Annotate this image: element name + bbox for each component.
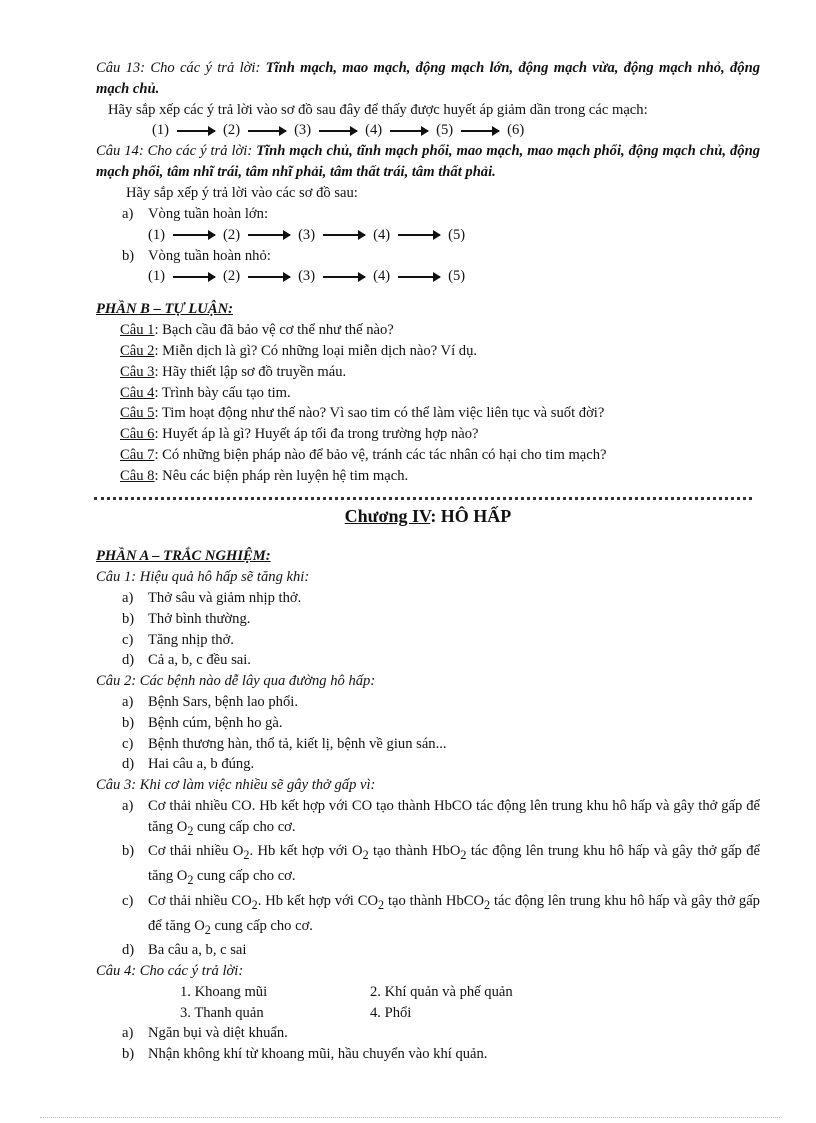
q4-answer-item: 3. Thanh quản: [180, 1004, 264, 1021]
answer-option-text: Tăng nhịp thở.: [148, 631, 234, 648]
answer-option: b) Cơ thải nhiều $O_2$. Hb kết hợp với $O_2$ tạo thành HbO$_2$ tác động lên trung khu hô hấp và gây thở gấp để tăng $O_2$ cung cấp cho cơ.: [96, 841, 760, 890]
arrow-right-icon: [173, 234, 215, 236]
chapter-title: Chương IV: HÔ HẤP: [344, 505, 512, 526]
question-14-answers: Tĩnh mạch chủ, tĩnh mạch phổi, mao mạch, mao mạch phổi, động mạch chủ, động mạch phổi, tâm nhĩ trái, tâm nhĩ phải, tâm thất trái, tâm thất phải.: [96, 143, 760, 181]
flow-node: (4): [373, 226, 391, 243]
document-page: [96, 58, 760, 1065]
question-14-instruction: Hãy sắp xếp ý trả lời vào các sơ đồ sau:: [126, 184, 358, 201]
arrow-right-icon: [177, 130, 215, 132]
arrow-right-icon: [248, 234, 290, 236]
essay-question: Câu 8: Nêu các biện pháp rèn luyện hệ tim mạch.: [120, 467, 409, 484]
essay-question: Câu 4: Trình bày cấu tạo tim.: [120, 384, 291, 401]
flow-node: (4): [373, 268, 391, 285]
answer-option: d) Ba câu a, b, c sai: [96, 940, 760, 961]
answer-option: c) Cơ thải nhiều $CO_2$. Hb kết hợp với $CO_2$ tạo thành HbCO$_2$ tác động lên trung khu hô hấp và gây thở gấp để tăng $O_2$ cung cấp cho cơ.: [96, 891, 760, 940]
question-4-title: Câu 4: Cho các ý trả lời:: [96, 963, 244, 980]
flow-node: (5): [448, 268, 466, 285]
q4-answer-item: 2. Khí quản và phế quản: [370, 983, 513, 1000]
question-13-flow: [96, 120, 760, 141]
arrow-right-icon: [390, 130, 428, 132]
answer-option: a) Cơ thải nhiều CO. Hb kết hợp với CO tạo thành HbCO tác động lên trung khu hô hấp và gây thở gấp để tăng $O_2$ cung cấp cho cơ.: [96, 796, 760, 842]
flow-node: (2): [223, 226, 241, 243]
answer-option-text: Ngăn bụi và diệt khuẩn.: [148, 1025, 288, 1042]
answer-option: c) Tăng nhịp thở.: [96, 630, 760, 651]
arrow-right-icon: [173, 276, 215, 278]
flow-node: (3): [298, 268, 316, 285]
essay-question: Câu 3: Hãy thiết lập sơ đồ truyền máu.: [120, 363, 347, 380]
q4-answer-item: 1. Khoang mũi: [180, 983, 268, 1000]
question-14: [96, 141, 760, 183]
multiple-choice-list: [96, 567, 760, 961]
answer-option-text: Bệnh thương hàn, thổ tả, kiết lị, bệnh về giun sán...: [148, 735, 447, 752]
arrow-right-icon: [248, 130, 286, 132]
answer-option: c) Bệnh thương hàn, thổ tả, kiết lị, bệnh về giun sán...: [96, 734, 760, 755]
question-13-answers: Tĩnh mạch, mao mạch, động mạch lớn, động mạch vừa, động mạch nhỏ, động mạch chủ.: [96, 60, 760, 97]
question-14-label: Câu 14: Cho các ý trả lời:: [96, 143, 253, 160]
footer-divider: [40, 1117, 780, 1118]
flow-node: (3): [298, 226, 316, 243]
flow-node: (4): [365, 122, 383, 139]
answer-option: b) Nhận không khí từ khoang mũi, hầu chuyển vào khí quản.: [96, 1044, 760, 1065]
q4-answer-item: 4. Phổi: [370, 1004, 412, 1021]
arrow-right-icon: [398, 234, 440, 236]
essay-question: Câu 6: Huyết áp là gì? Huyết áp tối đa trong trường hợp nào?: [120, 426, 479, 443]
essay-question: Câu 7: Có những biện pháp nào để bảo vệ, tránh các tác nhân có hại cho tim mạch?: [120, 446, 607, 463]
question-4-options: [96, 1023, 760, 1065]
flow-node: (2): [223, 268, 241, 285]
answer-option: d) Hai câu a, b đúng.: [96, 754, 760, 775]
answer-option-text: Bệnh cúm, bệnh ho gà.: [148, 714, 283, 731]
essay-question-list: [96, 320, 760, 486]
arrow-right-icon: [319, 130, 357, 132]
question-13-label: Câu 13: Cho các ý trả lời:: [96, 60, 261, 76]
answer-option: b) Thở bình thường.: [96, 609, 760, 630]
mc-question: Câu 2: Các bệnh nào dễ lây qua đường hô hấp:: [96, 673, 376, 690]
essay-question: Câu 2: Miễn dịch là gì? Có những loại miễn dịch nào? Ví dụ.: [120, 342, 478, 359]
answer-option-text: Thở bình thường.: [148, 610, 251, 627]
question-14-option-b: b) Vòng tuần hoàn nhỏ:: [122, 247, 271, 264]
arrow-right-icon: [323, 234, 365, 236]
answer-option: a) Ngăn bụi và diệt khuẩn.: [96, 1023, 760, 1044]
arrow-right-icon: [398, 276, 440, 278]
question-14-flow-a: [96, 225, 760, 246]
question-4-answer-grid: [96, 982, 760, 1024]
flow-node: (1): [152, 122, 170, 139]
arrow-right-icon: [323, 276, 365, 278]
answer-option: b) Bệnh cúm, bệnh ho gà.: [96, 713, 760, 734]
flow-node: (2): [223, 122, 241, 139]
answer-option-text: Nhận không khí từ khoang mũi, hầu chuyển vào khí quản.: [148, 1046, 488, 1063]
answer-option-text: Cơ thải nhiều $CO_2$. Hb kết hợp với $CO_2$ tạo thành HbCO$_2$ tác động lên trung khu hô hấp và gây thở gấp để tăng $O_2$ cung cấp cho cơ.: [148, 892, 760, 937]
answer-option: a) Thở sâu và giảm nhịp thở.: [96, 588, 760, 609]
flow-node: (3): [294, 122, 312, 139]
mc-question: Câu 1: Hiệu quả hô hấp sẽ tăng khi:: [96, 569, 310, 586]
answer-option-text: Cơ thải nhiều CO. Hb kết hợp với CO tạo thành HbCO tác động lên trung khu hô hấp và gây thở gấp để tăng $O_2$ cung cấp cho cơ.: [148, 797, 760, 838]
question-13-instruction: Hãy sắp xếp các ý trả lời vào sơ đồ sau đây để thấy được huyết áp giảm dần trong các mạch:: [108, 101, 648, 118]
answer-option: a) Bệnh Sars, bệnh lao phổi.: [96, 692, 760, 713]
question-14-flow-b: [96, 266, 760, 287]
answer-option: d) Cả a, b, c đều sai.: [96, 650, 760, 671]
mc-question: Câu 3: Khi cơ làm việc nhiều sẽ gây thở gấp vì:: [96, 777, 376, 794]
answer-option-text: Ba câu a, b, c sai: [148, 942, 247, 959]
flow-node: (5): [436, 122, 454, 139]
essay-question: Câu 1: Bạch cầu đã bảo vệ cơ thể như thế nào?: [120, 322, 394, 339]
arrow-right-icon: [248, 276, 290, 278]
flow-node: (1): [148, 268, 166, 285]
flow-node: (6): [507, 122, 525, 139]
essay-question: Câu 5: Tim hoạt động như thế nào? Vì sao tim có thể làm việc liên tục và suốt đời?: [120, 405, 605, 422]
part-a-heading: PHẦN A – TRẮC NGHIỆM:: [96, 548, 271, 565]
answer-option-text: Thở sâu và giảm nhịp thở.: [148, 589, 302, 606]
question-14-option-a: a) Vòng tuần hoàn lớn:: [122, 205, 268, 222]
answer-option-text: Cả a, b, c đều sai.: [148, 652, 251, 669]
flow-node: (1): [148, 226, 166, 243]
arrow-right-icon: [461, 130, 499, 132]
answer-option-text: Bệnh Sars, bệnh lao phổi.: [148, 693, 298, 710]
question-13: [96, 58, 760, 100]
flow-node: (5): [448, 226, 466, 243]
answer-option-text: Cơ thải nhiều $O_2$. Hb kết hợp với $O_2$ tạo thành HbO$_2$ tác động lên trung khu hô hấp và gây thở gấp để tăng $O_2$ cung cấp cho cơ.: [148, 843, 760, 888]
part-b-heading: PHẦN B – TỰ LUẬN:: [96, 301, 233, 318]
section-divider: [94, 497, 752, 500]
answer-option-text: Hai câu a, b đúng.: [148, 756, 255, 773]
